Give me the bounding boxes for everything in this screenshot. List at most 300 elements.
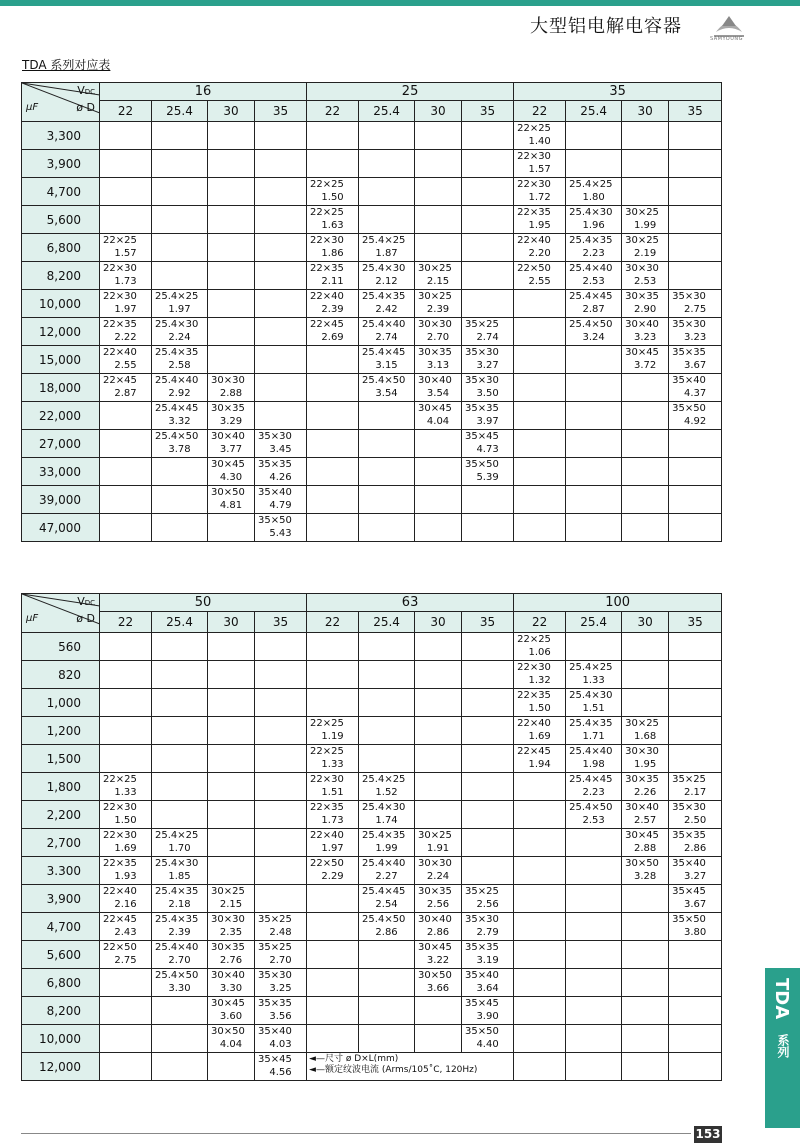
ripple-current: 1.85	[168, 871, 191, 882]
spec-cell	[669, 402, 722, 430]
spec-cell	[669, 346, 722, 374]
ripple-current: 2.53	[633, 276, 657, 287]
spec-cell	[152, 773, 208, 801]
spec-cell	[669, 458, 722, 486]
spec-cell	[415, 913, 462, 941]
case-size: 25.4×50	[155, 431, 199, 442]
case-size: 25.4×25	[569, 662, 613, 673]
ripple-current: 1.95	[528, 220, 551, 231]
case-size: 35×50	[672, 403, 706, 414]
spec-cell	[359, 458, 415, 486]
spec-cell	[514, 318, 566, 346]
spec-cell	[359, 374, 415, 402]
ripple-current: 2.74	[476, 332, 499, 343]
case-size: 35×45	[465, 431, 499, 442]
spec-cell	[514, 486, 566, 514]
spec-cell	[307, 773, 359, 801]
diameter-header: 25.4	[359, 612, 415, 633]
ripple-current: 3.78	[168, 444, 191, 455]
spec-cell	[462, 458, 514, 486]
spec-cell	[462, 717, 514, 745]
ripple-current: 3.60	[219, 1011, 243, 1022]
spec-cell	[208, 262, 255, 290]
spec-cell	[307, 234, 359, 262]
spec-cell	[622, 234, 669, 262]
spec-cell	[566, 430, 622, 458]
ripple-current: 3.25	[269, 983, 292, 994]
table-row	[22, 150, 722, 178]
spec-cell	[100, 318, 152, 346]
diameter-header: 22	[307, 101, 359, 122]
spec-cell	[669, 234, 722, 262]
spec-cell	[359, 178, 415, 206]
corner-header-cell	[22, 594, 100, 633]
case-size: 35×30	[258, 970, 292, 981]
spec-cell	[100, 801, 152, 829]
capacitance-cell: 6,800	[22, 969, 100, 997]
voltage-header: 63	[307, 594, 514, 612]
case-size: 30×25	[418, 263, 452, 274]
spec-cell	[208, 514, 255, 542]
spec-cell	[514, 234, 566, 262]
case-size: 25.4×45	[362, 886, 406, 897]
spec-cell	[359, 318, 415, 346]
ripple-current: 1.97	[168, 304, 191, 315]
spec-cell	[669, 430, 722, 458]
case-size: 30×45	[211, 459, 245, 470]
spec-cell	[669, 633, 722, 661]
spec-cell	[415, 290, 462, 318]
diameter-header: 22	[514, 101, 566, 122]
spec-cell	[462, 262, 514, 290]
page-number: 153	[695, 1127, 721, 1141]
spec-cell	[566, 1053, 622, 1081]
spec-cell	[208, 346, 255, 374]
capacitance-cell: 5,600	[22, 941, 100, 969]
case-size: 25.4×45	[569, 291, 613, 302]
spec-cell	[359, 150, 415, 178]
ripple-current: 2.48	[269, 927, 292, 938]
spec-cell	[152, 374, 208, 402]
ripple-current: 4.40	[476, 1039, 499, 1050]
case-size: 35×30	[672, 291, 706, 302]
diameter-header: 25.4	[152, 101, 208, 122]
spec-cell	[415, 206, 462, 234]
ripple-current: 3.24	[582, 332, 605, 343]
spec-cell	[255, 661, 307, 689]
ripple-current: 2.15	[426, 276, 450, 287]
spec-cell	[359, 829, 415, 857]
ripple-current: 1.98	[582, 759, 605, 770]
spec-cell	[566, 150, 622, 178]
diameter-header-row	[22, 101, 722, 122]
spec-cell	[566, 941, 622, 969]
capacitance-cell: 3.300	[22, 857, 100, 885]
spec-cell	[359, 717, 415, 745]
table-row	[22, 178, 722, 206]
ripple-current: 3.66	[426, 983, 450, 994]
spec-cell	[566, 717, 622, 745]
voltage-header: 16	[100, 83, 307, 101]
case-size: 22×35	[310, 263, 344, 274]
spec-cell	[669, 773, 722, 801]
case-size: 22×30	[103, 830, 137, 841]
spec-cell	[622, 486, 669, 514]
spec-cell	[359, 122, 415, 150]
case-size: 25.4×25	[569, 179, 613, 190]
spec-cell	[100, 458, 152, 486]
case-size: 30×30	[625, 746, 659, 757]
case-size: 25.4×35	[569, 718, 613, 729]
page-header-title: 大型铝电解电容器	[530, 16, 682, 37]
spec-cell	[462, 913, 514, 941]
ripple-current: 1.50	[321, 192, 344, 203]
ripple-current: 3.56	[269, 1011, 292, 1022]
spec-cell	[669, 290, 722, 318]
spec-cell	[566, 913, 622, 941]
side-tab	[765, 968, 800, 1128]
spec-cell	[307, 374, 359, 402]
spec-cell	[255, 801, 307, 829]
capacitance-cell: 1,500	[22, 745, 100, 773]
spec-cell	[307, 661, 359, 689]
ripple-current: 2.17	[683, 787, 707, 798]
spec-cell	[415, 1025, 462, 1053]
spec-cell	[152, 1053, 208, 1081]
spec-cell	[669, 206, 722, 234]
spec-cell	[100, 913, 152, 941]
diameter-header: 35	[462, 101, 514, 122]
case-size: 25.4×25	[155, 291, 199, 302]
case-size: 22×35	[310, 802, 344, 813]
spec-cell	[415, 661, 462, 689]
spec-cell	[669, 689, 722, 717]
spec-cell	[415, 969, 462, 997]
spec-cell	[208, 1053, 255, 1081]
table-row	[22, 661, 722, 689]
diameter-header: 35	[255, 612, 307, 633]
ripple-current: 2.88	[633, 843, 657, 854]
capacitance-cell: 820	[22, 661, 100, 689]
ripple-current: 2.86	[375, 927, 398, 938]
spec-cell	[415, 458, 462, 486]
spec-cell	[208, 1025, 255, 1053]
spec-cell	[566, 829, 622, 857]
spec-cell	[100, 346, 152, 374]
spec-cell	[462, 486, 514, 514]
ripple-current: 1.40	[528, 136, 551, 147]
spec-cell	[100, 1025, 152, 1053]
spec-cell	[622, 430, 669, 458]
diameter-header: 35	[669, 101, 722, 122]
capacitance-cell: 2,200	[22, 801, 100, 829]
spec-cell	[566, 661, 622, 689]
case-size: 35×25	[258, 914, 292, 925]
ripple-current: 2.76	[219, 955, 243, 966]
spec-cell	[152, 941, 208, 969]
spec-cell	[307, 178, 359, 206]
case-size: 35×45	[465, 998, 499, 1009]
ripple-current: 3.22	[426, 955, 450, 966]
ripple-current: 2.75	[114, 955, 137, 966]
ripple-current: 2.39	[426, 304, 450, 315]
ripple-current: 1.99	[375, 843, 398, 854]
case-size: 22×30	[517, 151, 551, 162]
spec-cell	[566, 745, 622, 773]
case-size: 22×30	[103, 291, 137, 302]
spec-cell	[566, 206, 622, 234]
capacitance-cell: 47,000	[22, 514, 100, 542]
spec-cell	[415, 234, 462, 262]
spec-cell	[566, 633, 622, 661]
ripple-current: 1.57	[528, 164, 551, 175]
spec-cell	[100, 290, 152, 318]
capacitance-cell: 10,000	[22, 290, 100, 318]
case-size: 30×35	[418, 347, 452, 358]
spec-cell	[514, 745, 566, 773]
spec-cell	[566, 857, 622, 885]
ripple-current: 1.80	[582, 192, 605, 203]
spec-cell	[415, 486, 462, 514]
spec-cell	[255, 458, 307, 486]
spec-cell	[152, 402, 208, 430]
spec-cell	[622, 122, 669, 150]
case-size: 25.4×35	[155, 886, 199, 897]
diameter-header: 30	[622, 612, 669, 633]
ripple-current: 3.27	[683, 871, 707, 882]
case-size: 25.4×25	[155, 830, 199, 841]
spec-cell	[307, 913, 359, 941]
spec-cell	[208, 801, 255, 829]
spec-cell	[669, 997, 722, 1025]
spec-cell	[255, 633, 307, 661]
ripple-current: 1.73	[321, 815, 344, 826]
case-size: 35×45	[258, 1054, 292, 1065]
spec-cell	[359, 745, 415, 773]
spec-cell	[566, 122, 622, 150]
case-size: 22×45	[310, 319, 344, 330]
case-size: 30×45	[625, 830, 659, 841]
ripple-current: 2.57	[633, 815, 657, 826]
diameter-header: 22	[307, 612, 359, 633]
table-row	[22, 402, 722, 430]
spec-cell	[462, 969, 514, 997]
case-size: 35×25	[258, 942, 292, 953]
spec-cell	[669, 122, 722, 150]
spec-cell	[208, 178, 255, 206]
ripple-current: 2.26	[633, 787, 657, 798]
voltage-header: 35	[514, 83, 722, 101]
spec-cell	[307, 801, 359, 829]
ripple-current: 1.69	[528, 731, 551, 742]
spec-cell	[152, 1025, 208, 1053]
case-size: 22×40	[103, 347, 137, 358]
ripple-current: 1.70	[168, 843, 191, 854]
case-size: 25.4×30	[155, 319, 199, 330]
case-size: 25.4×40	[569, 746, 613, 757]
ripple-current: 2.50	[683, 815, 707, 826]
spec-cell	[208, 290, 255, 318]
spec-cell	[514, 689, 566, 717]
case-size: 22×50	[103, 942, 137, 953]
spec-cell	[255, 997, 307, 1025]
case-size: 30×45	[418, 403, 452, 414]
table-row	[22, 885, 722, 913]
spec-cell	[255, 234, 307, 262]
case-size: 22×50	[310, 858, 344, 869]
diameter-header: 25.4	[152, 612, 208, 633]
spec-cell	[100, 430, 152, 458]
case-size: 30×45	[211, 998, 245, 1009]
ripple-current: 2.70	[426, 332, 450, 343]
ripple-current: 1.63	[321, 220, 344, 231]
ripple-current: 3.64	[476, 983, 499, 994]
spec-cell	[100, 122, 152, 150]
case-size: 25.4×50	[155, 970, 199, 981]
case-size: 30×25	[625, 235, 659, 246]
spec-cell	[415, 941, 462, 969]
spec-cell	[669, 486, 722, 514]
capacitance-cell: 8,200	[22, 262, 100, 290]
ripple-current: 3.30	[219, 983, 243, 994]
spec-cell	[415, 178, 462, 206]
spec-cell	[152, 150, 208, 178]
spec-cell	[255, 430, 307, 458]
ripple-current: 5.43	[269, 528, 292, 539]
case-size: 30×25	[625, 718, 659, 729]
spec-cell	[255, 1025, 307, 1053]
case-size: 30×40	[625, 319, 659, 330]
table-row	[22, 745, 722, 773]
spec-cell	[462, 178, 514, 206]
ripple-current: 2.19	[633, 248, 657, 259]
case-size: 22×25	[517, 123, 551, 134]
ripple-current: 3.13	[426, 360, 450, 371]
spec-cell	[307, 717, 359, 745]
spec-cell	[669, 1053, 722, 1081]
spec-cell	[514, 262, 566, 290]
spec-cell	[622, 661, 669, 689]
diameter-header: 25.4	[359, 101, 415, 122]
diameter-header: 22	[514, 612, 566, 633]
case-size: 35×50	[672, 914, 706, 925]
spec-cell	[415, 857, 462, 885]
spec-cell	[622, 150, 669, 178]
spec-cell	[566, 885, 622, 913]
spec-cell	[415, 997, 462, 1025]
spec-cell	[208, 374, 255, 402]
spec-cell	[100, 997, 152, 1025]
spec-cell	[152, 661, 208, 689]
case-size: 30×35	[625, 291, 659, 302]
ripple-current: 2.39	[321, 304, 344, 315]
spec-cell	[462, 150, 514, 178]
spec-cell	[669, 1025, 722, 1053]
capacitance-unit-label: μF	[26, 102, 39, 113]
case-size: 25.4×50	[362, 375, 406, 386]
spec-cell	[566, 514, 622, 542]
case-size: 35×25	[465, 319, 499, 330]
spec-cell	[359, 913, 415, 941]
spec-cell	[669, 318, 722, 346]
case-size: 25.4×30	[362, 802, 406, 813]
ripple-current: 2.56	[426, 899, 450, 910]
spec-cell	[415, 801, 462, 829]
diameter-header-row	[22, 612, 722, 633]
case-size: 22×30	[310, 774, 344, 785]
capacitance-cell: 10,000	[22, 1025, 100, 1053]
case-size: 22×25	[517, 634, 551, 645]
spec-cell	[208, 969, 255, 997]
spec-cell	[462, 801, 514, 829]
ripple-current: 2.55	[114, 360, 137, 371]
case-size: 35×35	[465, 403, 499, 414]
ripple-current: 2.86	[426, 927, 450, 938]
case-size: 35×50	[258, 515, 292, 526]
ripple-current: 1.32	[528, 675, 551, 686]
spec-cell	[514, 661, 566, 689]
case-size: 25.4×25	[362, 235, 406, 246]
spec-cell	[462, 857, 514, 885]
side-tab-series: TDA	[771, 978, 792, 1020]
spec-cell	[514, 1053, 566, 1081]
spec-cell	[415, 885, 462, 913]
spec-cell	[514, 150, 566, 178]
diameter-header: 30	[415, 101, 462, 122]
ripple-current: 4.04	[219, 1039, 243, 1050]
ripple-current: 2.70	[168, 955, 191, 966]
diameter-header: 22	[100, 612, 152, 633]
ripple-current: 1.06	[528, 647, 551, 658]
spec-cell	[514, 997, 566, 1025]
ripple-current: 4.30	[219, 472, 243, 483]
spec-cell	[359, 773, 415, 801]
spec-cell	[462, 689, 514, 717]
spec-cell	[152, 913, 208, 941]
spec-cell	[307, 486, 359, 514]
spec-cell	[307, 969, 359, 997]
ripple-current: 2.90	[633, 304, 657, 315]
spec-cell	[359, 633, 415, 661]
spec-cell	[307, 689, 359, 717]
spec-cell	[462, 206, 514, 234]
ripple-current: 3.67	[683, 899, 707, 910]
case-size: 35×35	[258, 998, 292, 1009]
ripple-current: 2.39	[168, 927, 191, 938]
spec-cell	[100, 969, 152, 997]
ripple-current: 2.23	[582, 787, 605, 798]
case-size: 35×30	[258, 431, 292, 442]
case-size: 35×40	[258, 1026, 292, 1037]
spec-cell	[566, 801, 622, 829]
ripple-current: 2.92	[168, 388, 191, 399]
case-size: 35×30	[465, 914, 499, 925]
case-size: 30×40	[418, 375, 452, 386]
spec-cell	[359, 430, 415, 458]
ripple-current: 3.45	[269, 444, 292, 455]
spec-cell	[566, 969, 622, 997]
spec-cell	[152, 885, 208, 913]
case-size: 22×25	[103, 235, 137, 246]
table-row	[22, 346, 722, 374]
spec-cell	[622, 178, 669, 206]
case-size: 25.4×35	[362, 291, 406, 302]
spec-cell	[462, 773, 514, 801]
spec-cell	[415, 514, 462, 542]
capacitance-cell: 6,800	[22, 234, 100, 262]
ripple-current: 2.42	[375, 304, 398, 315]
spec-cell	[255, 346, 307, 374]
